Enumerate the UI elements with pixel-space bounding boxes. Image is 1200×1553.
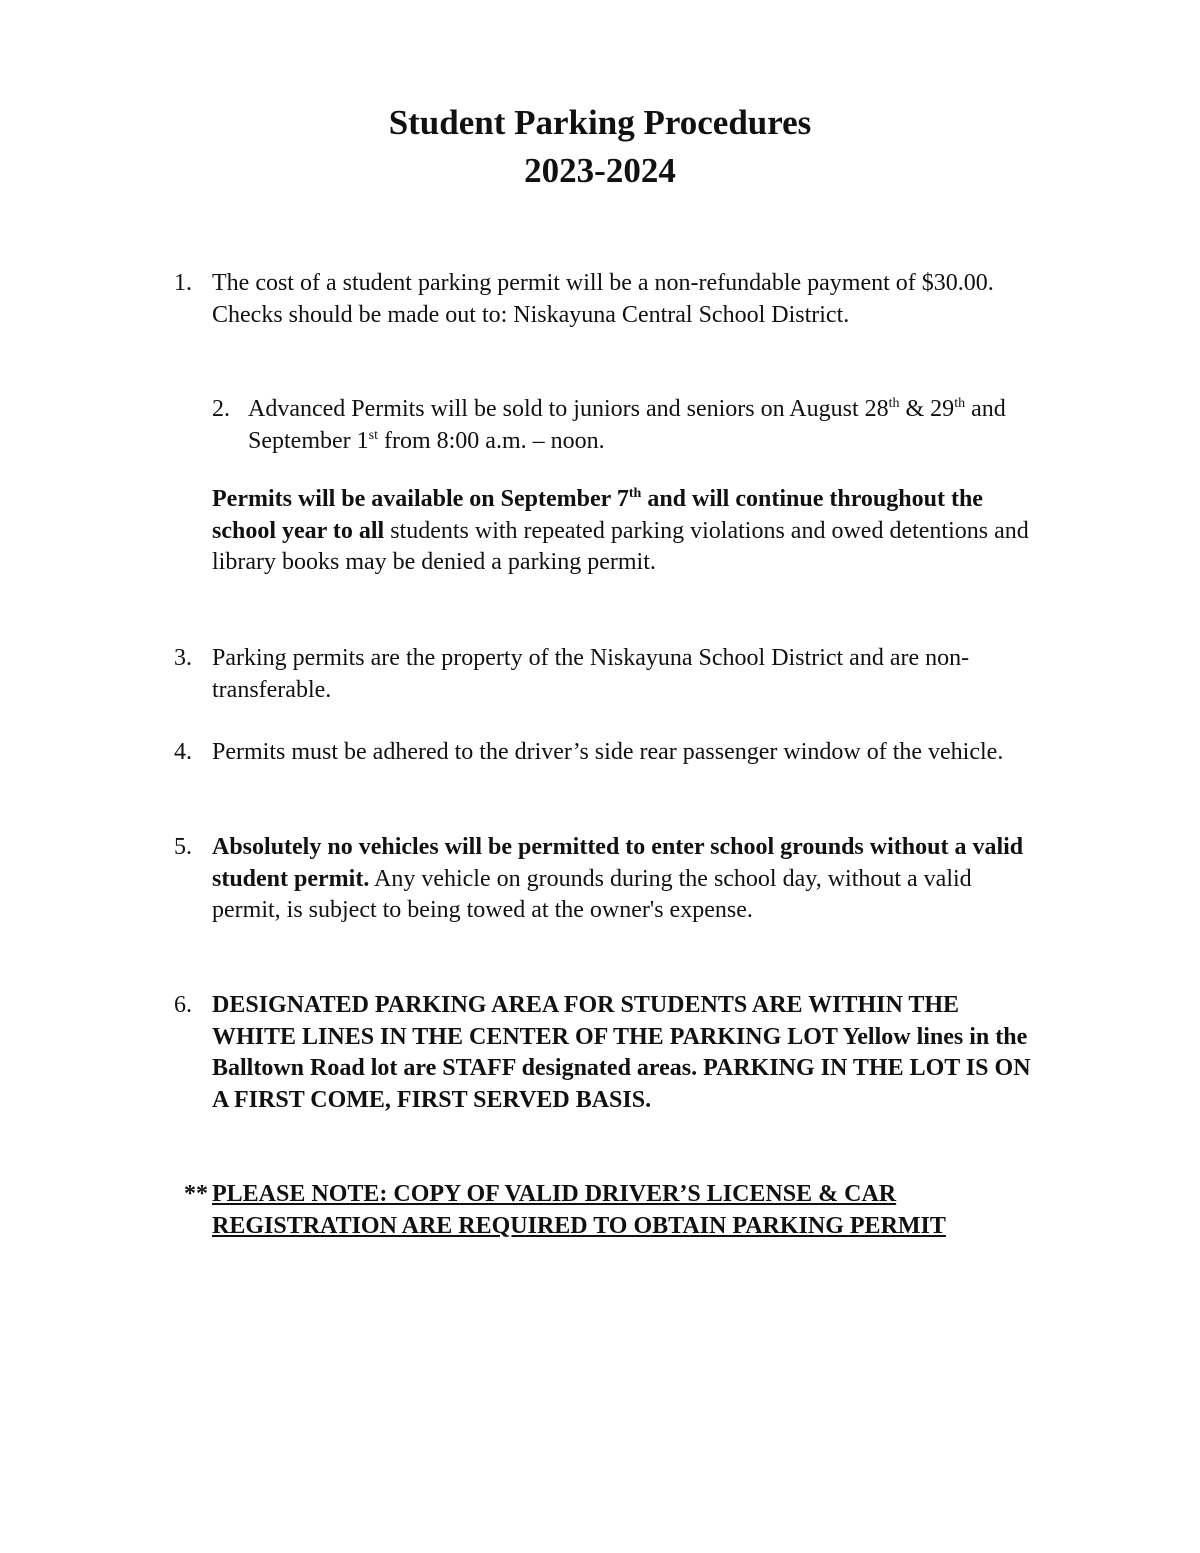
item-1-text: The cost of a student parking permit will be a non-refundable payment of $30.00. Checks should be made out to: Niskayuna Central School District.	[212, 270, 994, 328]
item-3-number: 3.	[174, 645, 192, 671]
note-prefix: **	[184, 1181, 208, 1207]
item-6-text: DESIGNATED PARKING AREA FOR STUDENTS ARE WITHIN THE WHITE LINES IN THE CENTER OF THE PARKING LOT Yellow lines in the Balltown Road lot are STAFF designated areas. PARKING IN THE LOT IS ON A FIRST COME, FIRST SERVED BASIS.	[212, 992, 1031, 1113]
item-3-text: Parking permits are the property of the Niskayuna School District and are non-transferable.	[212, 645, 970, 703]
note-text: PLEASE NOTE: COPY OF VALID DRIVER’S LICENSE & CAR REGISTRATION ARE REQUIRED TO OBTAIN PARKING PERMIT	[212, 1181, 946, 1239]
item-5-number: 5.	[174, 834, 192, 860]
item-2-text: Advanced Permits will be sold to juniors and seniors on August 28th & 29th and September 1st from 8:00 a.m. – noon.	[248, 396, 1006, 454]
item-2-number: 2.	[212, 396, 230, 422]
item-6-number: 6.	[174, 992, 192, 1018]
item-1-number: 1.	[174, 270, 192, 296]
page-subtitle-year: 2023-2024	[524, 151, 676, 190]
item-5-text: Absolutely no vehicles will be permitted to enter school grounds without a valid student permit. Any vehicle on grounds during the school day, without a valid permit, is subject to being towed at the owner's expense.	[212, 834, 1024, 923]
item-4-number: 4.	[174, 739, 192, 765]
item-4-text: Permits must be adhered to the driver’s side rear passenger window of the vehicle.	[212, 739, 1004, 765]
page-title: Student Parking Procedures	[388, 103, 812, 142]
permits-availability-paragraph: Permits will be available on September 7th and will continue throughout the school year to all students with repeated parking violations and owed detentions and library books may be denied a parking permit.	[212, 486, 1029, 575]
